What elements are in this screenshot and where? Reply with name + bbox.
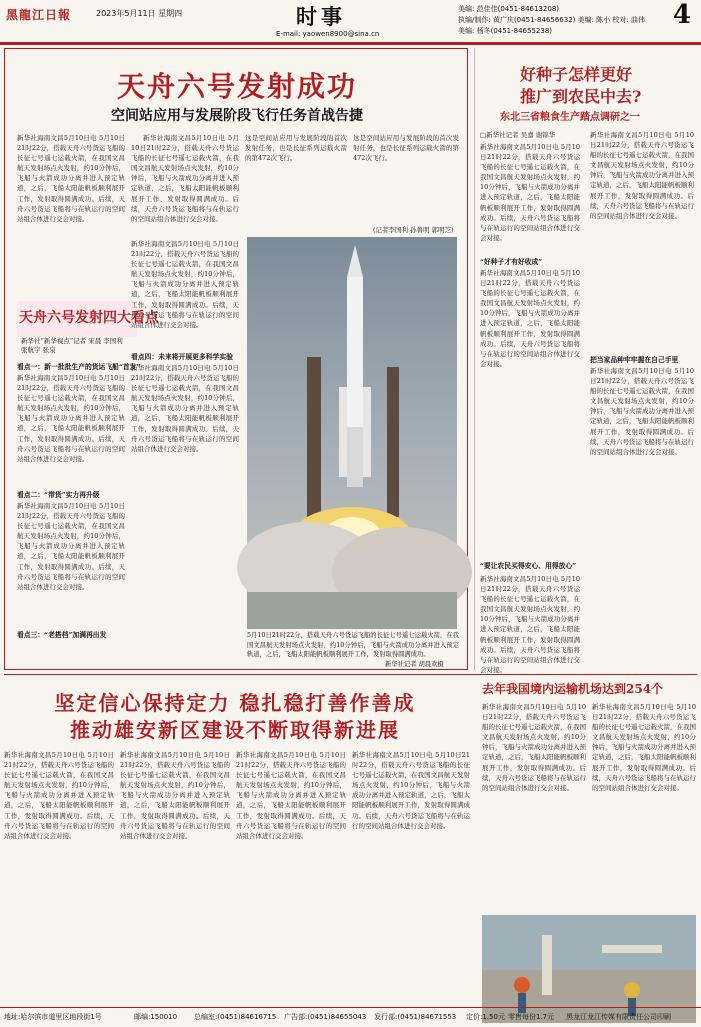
right-headline [520,64,641,108]
main-subhead: 空间站应用与发展阶段飞行任务首战告捷 [111,108,363,124]
subsection-heading: 把当家品种牢牢握在自己手里 [590,356,679,364]
footer-postcode: 邮编:150010 [134,1013,178,1021]
article-text: 新华社海南文昌5月10日电 5月10日21时22分，搭载天舟六号货运飞船的长征七号遥七运载火箭，在我国文昌航天发射场点火发射，约10分钟后，飞船与火箭成功分离并进入预定轨道，之后，飞船太阳能帆板顺利展开工作，发射取得圆满成功。后续，天舟六号货运飞船将与在轨运行的空间站组合体进行交会对接。 [590,131,694,220]
article-text: 新华社海南文昌5月10日电 5月10日21时22分，搭载天舟六号货运飞船的长征七号遥七运载火箭，在我国文昌航天发射场点火发射，约10分钟后，飞船与火箭成功分离并进入预定轨道，之后，飞船太阳能帆板顺利展开工作，发射取得圆满成功。后续，天舟六号货运飞船将与在轨运行的空间站组合体进行交会对接。 [17,502,125,591]
lead-paragraph-cont: 这是空间站应用与发展阶段的首次发射任务，也是长征系列运载火箭的第472次飞行。 [353,134,459,163]
subsection-heading: “要让农民买得安心、用得放心” [480,562,577,570]
rocket-launch-photo-art [247,237,457,629]
sidebar-byline: 新华社“新华视点”记者 宋晨 李国利 张航宇 张泉 [21,337,123,354]
footer-ad-phone: 广告部:(0451)84655043 [284,1013,367,1021]
subsection-heading: 看点三：“老搭档”加满再出发 [17,631,107,639]
lower-headline-line: 推动雄安新区建设不断取得新进展 [70,718,400,742]
section-title: 时事 [296,4,346,29]
page-number: 4 [672,0,691,30]
editor-line: 美编: 范佳佳(0451-84613208) [458,5,560,13]
reporter-credit: (记者李国利 孙鲁明 郭明芝) [373,226,454,234]
lower-right-headline: 去年我国境内运输机场达到254个 [482,682,664,696]
right-subhead: 东北三省粮食生产踏点调研之一 [500,112,640,123]
article-text: 新华社海南文昌5月10日电 5月10日21时22分，搭载天舟六号货运飞船的长征七号遥七运载火箭，在我国文昌航天发射场点火发射，约10分钟后，飞船与火箭成功分离并进入预定轨道，之后，飞船太阳能帆板顺利展开工作，发射取得圆满成功。后续，天舟六号货运飞船将与在轨运行的空间站组合体进行交会对接。 [480,269,580,368]
column-divider [474,48,475,670]
masthead [0,0,701,44]
article-text: 新华社海南文昌5月10日电 5月10日21时22分，搭载天舟六号货运飞船的长征七号遥七运载火箭，在我国文昌航天发射场点火发射，约10分钟后，飞船与火箭成功分离并进入预定轨道，之后，飞船太阳能帆板顺利展开工作，发射取得圆满成功。后续，天舟六号货运飞船将与在轨运行的空间站组合体进行交会对接。 [590,367,694,456]
right-headline-line: 推广到农民中去? [520,87,642,106]
subsection-heading: 看点二：“带货”实力再升级 [17,491,100,499]
footer-address: 地址:哈尔滨市道里区地段街1号 [4,1013,102,1021]
subsection-heading: 看点一：新一批批生产的货运飞船“首发” [17,363,141,371]
section-rule [4,674,697,675]
subsection-heading: “好种子才有好收成” [480,258,543,266]
lead-paragraph: 新华社海南文昌5月10日电 5月10日21时22分，搭载天舟六号货运飞船的长征七号遥七运载火箭，在我国文昌航天发射场点火发射，约10分钟后，飞船与火箭成功分离并进入预定轨道，之后，飞船太阳能帆板顺利展开工作，发射取得圆满成功。后续，天舟六号货运飞船将与在轨运行的空间站组合体进行交会对接。 [17,134,125,223]
rocket-launch-photo [247,237,457,629]
article-text: 新华社海南文昌5月10日电 5月10日21时22分，搭载天舟六号货运飞船的长征七号遥七运载火箭，在我国文昌航天发射场点火发射，约10分钟后，飞船与火箭成功分离并进入预定轨道，之后，飞船太阳能帆板顺利展开工作，发射取得圆满成功。后续，天舟六号货运飞船将与在轨运行的空间站组合体进行交会对接。 [4,751,114,840]
main-story-box [4,48,468,670]
footer-editorial-phone: 总编室:(0451)84616715 [194,1013,277,1021]
footer-price: 定价:1.50元 [466,1013,505,1021]
photo-caption: 5月10日21时22分，搭载天舟六号货运飞船的长征七号遥七运载火箭，在我国文昌航天发射场点火发射，约10分钟后，飞船与火箭成功分离并进入预定轨道，之后，飞船太阳能帆板顺利展开工作，发射取得圆满成功。 [247,632,459,658]
page-footer [0,1007,701,1025]
article-text: 新华社海南文昌5月10日电 5月10日21时22分，搭载天舟六号货运飞船的长征七号遥七运载火箭，在我国文昌航天发射场点火发射，约10分钟后，飞船与火箭成功分离并进入预定轨道，之后，飞船太阳能帆板顺利展开工作，发射取得圆满成功。后续，天舟六号货运飞船将与在轨运行的空间站组合体进行交会对接。 [352,751,470,830]
photo-credit: 新华社记者 胡晨欢摄 [385,661,444,668]
right-headline-line: 好种子怎样更好 [520,65,633,84]
section-email: E-mail: yaowen8900@sina.cn [276,30,380,38]
main-headline: 天舟六号发射成功 [116,70,357,103]
article-text: 新华社海南文昌5月10日电 5月10日21时22分，搭载天舟六号货运飞船的长征七号遥七运载火箭，在我国文昌航天发射场点火发射，约10分钟后，飞船与火箭成功分离并进入预定轨道，之后，飞船太阳能帆板顺利展开工作，发射取得圆满成功。后续，天舟六号货运飞船将与在轨运行的空间站组合体进行交会对接。 [592,703,696,792]
article-text: 新华社海南文昌5月10日电 5月10日21时22分，搭载天舟六号货运飞船的长征七号遥七运载火箭，在我国文昌航天发射场点火发射，约10分钟后，飞船与火箭成功分离并进入预定轨道，之后，飞船太阳能帆板顺利展开工作，发射取得圆满成功。后续，天舟六号货运飞船将与在轨运行的空间站组合体进行交会对接。 [480,575,580,674]
newspaper-logo: 黑龍江日報 [6,8,72,22]
footer-distribution-phone: 发行部:(0451)84671553 [374,1013,457,1021]
right-byline: □新华社记者 吴嘉 谢锦华 [480,131,556,139]
article-text: 新华社海南文昌5月10日电 5月10日21时22分，搭载天舟六号货运飞船的长征七号遥七运载火箭，在我国文昌航天发射场点火发射，约10分钟后，飞船与火箭成功分离并进入预定轨道，之后，飞船太阳能帆板顺利展开工作，发射取得圆满成功。后续，天舟六号货运飞船将与在轨运行的空间站组合体进行交会对接。 [482,703,586,792]
article-text: 新华社海南文昌5月10日电 5月10日21时22分，搭载天舟六号货运飞船的长征七号遥七运载火箭，在我国文昌航天发射场点火发射，约10分钟后，飞船与火箭成功分离并进入预定轨道，之后，飞船太阳能帆板顺利展开工作，发射取得圆满成功。后续，天舟六号货运飞船将与在轨运行的空间站组合体进行交会对接。 [131,240,239,329]
article-text: 新华社海南文昌5月10日电 5月10日21时22分，搭载天舟六号货运飞船的长征七号遥七运载火箭，在我国文昌航天发射场点火发射，约10分钟后，飞船与火箭成功分离并进入预定轨道，之后，飞船太阳能帆板顺利展开工作，发射取得圆满成功。后续，天舟六号货运飞船将与在轨运行的空间站组合体进行交会对接。 [120,751,230,840]
article-text: 新华社海南文昌5月10日电 5月10日21时22分，搭载天舟六号货运飞船的长征七号遥七运载火箭，在我国文昌航天发射场点火发射，约10分钟后，飞船与火箭成功分离并进入预定轨道，之后，飞船太阳能帆板顺利展开工作，发射取得圆满成功。后续，天舟六号货运飞船将与在轨运行的空间站组合体进行交会对接。 [480,143,580,242]
editor-credits [458,4,645,37]
sidebar-title: 天舟六号发射四大看点 [19,310,159,326]
subsection-heading: 看点四：未来将开展更多科学实验 [131,353,233,361]
article-text: 新华社海南文昌5月10日电 5月10日21时22分，搭载天舟六号货运飞船的长征七号遥七运载火箭，在我国文昌航天发射场点火发射，约10分钟后，飞船与火箭成功分离并进入预定轨道，之后，飞船太阳能帆板顺利展开工作，发射取得圆满成功。后续，天舟六号货运飞船将与在轨运行的空间站组合体进行交会对接。 [17,374,125,463]
article-text: 新华社海南文昌5月10日电 5月10日21时22分，搭载天舟六号货运飞船的长征七号遥七运载火箭，在我国文昌航天发射场点火发射，约10分钟后，飞船与火箭成功分离并进入预定轨道，之后，飞船太阳能帆板顺利展开工作，发射取得圆满成功。后续，天舟六号货运飞船将与在轨运行的空间站组合体进行交会对接。 [131,364,239,453]
footer-printer: 黑龙江龙江传媒有限责任公司印刷 [566,1013,671,1021]
lower-headline [0,690,470,744]
editor-line: 美编: 杨冬(0451-84655238) [458,27,553,35]
masthead-rule [0,42,701,45]
issue-date: 2023年5月11日 星期四 [96,9,183,18]
editor-line: 执编/制作: 黄广庆(0451-84656632) 美编: 陈小 校对: 曲伟 [458,16,645,24]
lead-paragraph-cont: 这是空间站应用与发展阶段的首次发射任务，也是长征系列运载火箭的第472次飞行。 [245,134,347,163]
article-text: 新华社海南文昌5月10日电 5月10日21时22分，搭载天舟六号货运飞船的长征七号遥七运载火箭，在我国文昌航天发射场点火发射，约10分钟后，飞船与火箭成功分离并进入预定轨道，之后，飞船太阳能帆板顺利展开工作，发射取得圆满成功。后续，天舟六号货运飞船将与在轨运行的空间站组合体进行交会对接。 [236,751,346,840]
footer-retail-price: 零售每份1.7元 [508,1013,555,1021]
lead-paragraph: 新华社海南文昌5月10日电 5月10日21时22分，搭载天舟六号货运飞船的长征七号遥七运载火箭，在我国文昌航天发射场点火发射，约10分钟后，飞船与火箭成功分离并进入预定轨道，之后，飞船太阳能帆板顺利展开工作，发射取得圆满成功。后续，天舟六号货运飞船将与在轨运行的空间站组合体进行交会对接。 [131,134,239,223]
lower-headline-line: 坚定信心保持定力 稳扎稳打善作善成 [54,691,416,715]
